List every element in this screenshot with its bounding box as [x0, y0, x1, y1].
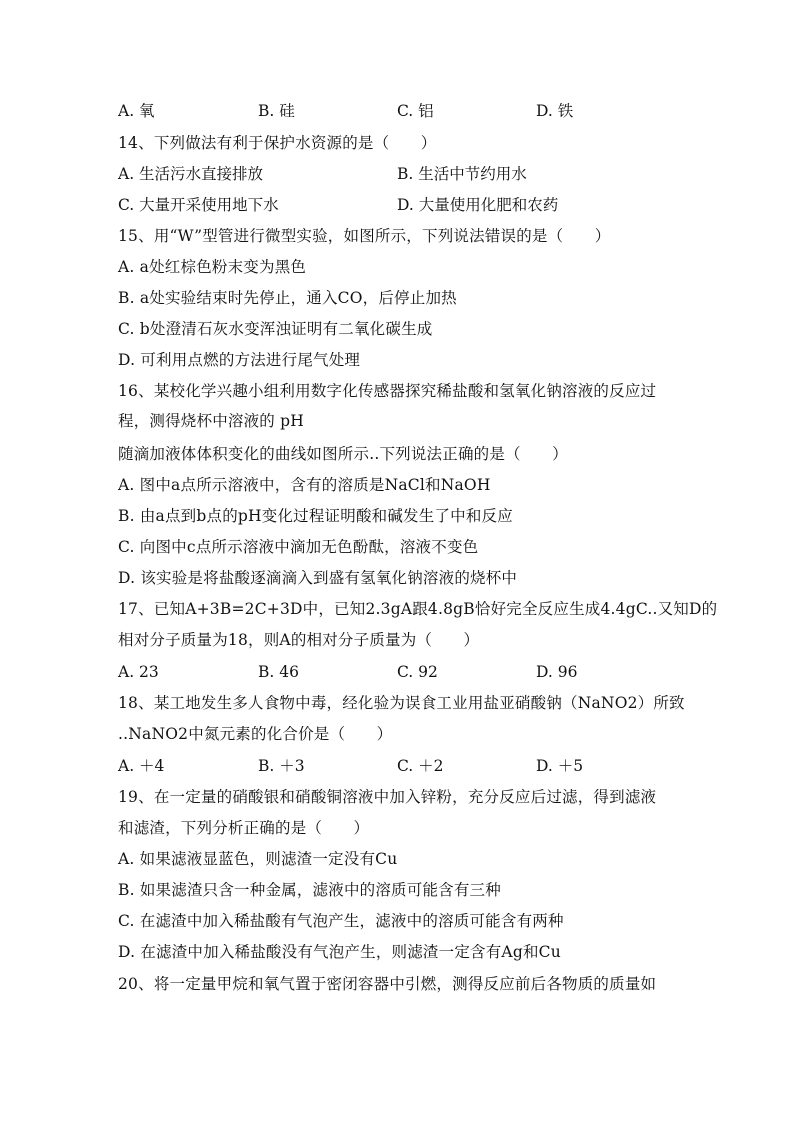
q19-option-a: A. 如果滤液显蓝色，则滤渣一定没有Cu: [118, 850, 398, 868]
q17-stem-line1: 17、已知A+3B=2C+3D中，已知2.3gA跟4.8gB恰好完全反应生成4.4gC..又知D的: [118, 600, 718, 618]
q17-option-d: D. 96: [536, 663, 578, 681]
q13-option-b: B. 硅: [258, 102, 295, 120]
q16-option-b: B. 由a点到b点的pH变化过程证明酸和碱发生了中和反应: [118, 507, 513, 525]
q14-option-a: A. 生活污水直接排放: [118, 165, 264, 183]
q19-option-d: D. 在滤渣中加入稀盐酸没有气泡产生，则滤渣一定含有Ag和Cu: [118, 943, 561, 961]
q17-option-a: A. 23: [118, 663, 159, 681]
q17-option-b: B. 46: [258, 663, 299, 681]
q13-option-a: A. 氧: [118, 102, 155, 120]
q14-option-c: C. 大量开采使用地下水: [118, 196, 279, 214]
q14-option-b: B. 生活中节约用水: [397, 165, 527, 183]
q16-option-c: C. 向图中c点所示溶液中滴加无色酚酞，溶液不变色: [118, 538, 479, 556]
q18-option-b: B. ＋3: [258, 757, 305, 775]
q20-stem-line1: 20、将一定量甲烷和氧气置于密闭容器中引燃，测得反应前后各物质的质量如: [118, 975, 657, 993]
q13-option-c: C. 铝: [397, 102, 434, 120]
q14-options-row1: [118, 163, 678, 185]
q16-option-a: A. 图中a点所示溶液中，含有的溶质是NaCl和NaOH: [118, 476, 491, 494]
q19-stem-line1: 19、在一定量的硝酸银和硝酸铜溶液中加入锌粉，充分反应后过滤，得到滤液: [118, 788, 657, 806]
q14-stem: 14、下列做法有利于保护水资源的是（ ）: [118, 134, 437, 152]
q13-option-d: D. 铁: [536, 102, 574, 120]
q16-stem-line2: 程，测得烧杯中溶液的 pH: [118, 412, 304, 430]
q15-option-a: A. a处红棕色粉末变为黑色: [118, 258, 307, 276]
q15-option-b: B. a处实验结束时先停止，通入CO，后停止加热: [118, 289, 457, 307]
q15-stem: 15、用“W”型管进行微型实验，如图所示，下列说法错误的是（ ）: [118, 227, 611, 245]
q17-option-c: C. 92: [397, 663, 438, 681]
q15-option-d: D. 可利用点燃的方法进行尾气处理: [118, 351, 361, 369]
q15-option-c: C. b处澄清石灰水变浑浊证明有二氧化碳生成: [118, 320, 433, 338]
q18-option-a: A. ＋4: [118, 757, 165, 775]
q18-option-d: D. ＋5: [536, 757, 584, 775]
q19-stem-line2: 和滤渣，下列分析正确的是（ ）: [118, 819, 370, 837]
q14-options-row2: [118, 194, 678, 216]
q17-options: [118, 661, 678, 683]
q16-option-d: D. 该实验是将盐酸逐滴滴入到盛有氢氧化钠溶液的烧杯中: [118, 569, 518, 587]
q14-option-d: D. 大量使用化肥和农药: [397, 196, 559, 214]
q17-stem-line2: 相对分子质量为18，则A的相对分子质量为（ ）: [118, 631, 480, 649]
q19-option-b: B. 如果滤渣只含一种金属，滤液中的溶质可能含有三种: [118, 881, 501, 899]
q18-stem-line1: 18、某工地发生多人食物中毒，经化验为误食工业用盐亚硝酸钠（NaNO2）所致: [118, 694, 685, 712]
q19-option-c: C. 在滤渣中加入稀盐酸有气泡产生，滤液中的溶质可能含有两种: [118, 912, 564, 930]
q18-option-c: C. ＋2: [397, 757, 444, 775]
q16-stem-line1: 16、某校化学兴趣小组利用数字化传感器探究稀盐酸和氢氧化钠溶液的反应过: [118, 382, 657, 400]
q18-options: [118, 755, 678, 777]
q16-stem-line3: 随滴加液体体积变化的曲线如图所示..下列说法正确的是（ ）: [118, 445, 568, 463]
q18-stem-line2: ..NaNO2中氮元素的化合价是（ ）: [118, 725, 393, 743]
q13-options: [118, 100, 678, 122]
